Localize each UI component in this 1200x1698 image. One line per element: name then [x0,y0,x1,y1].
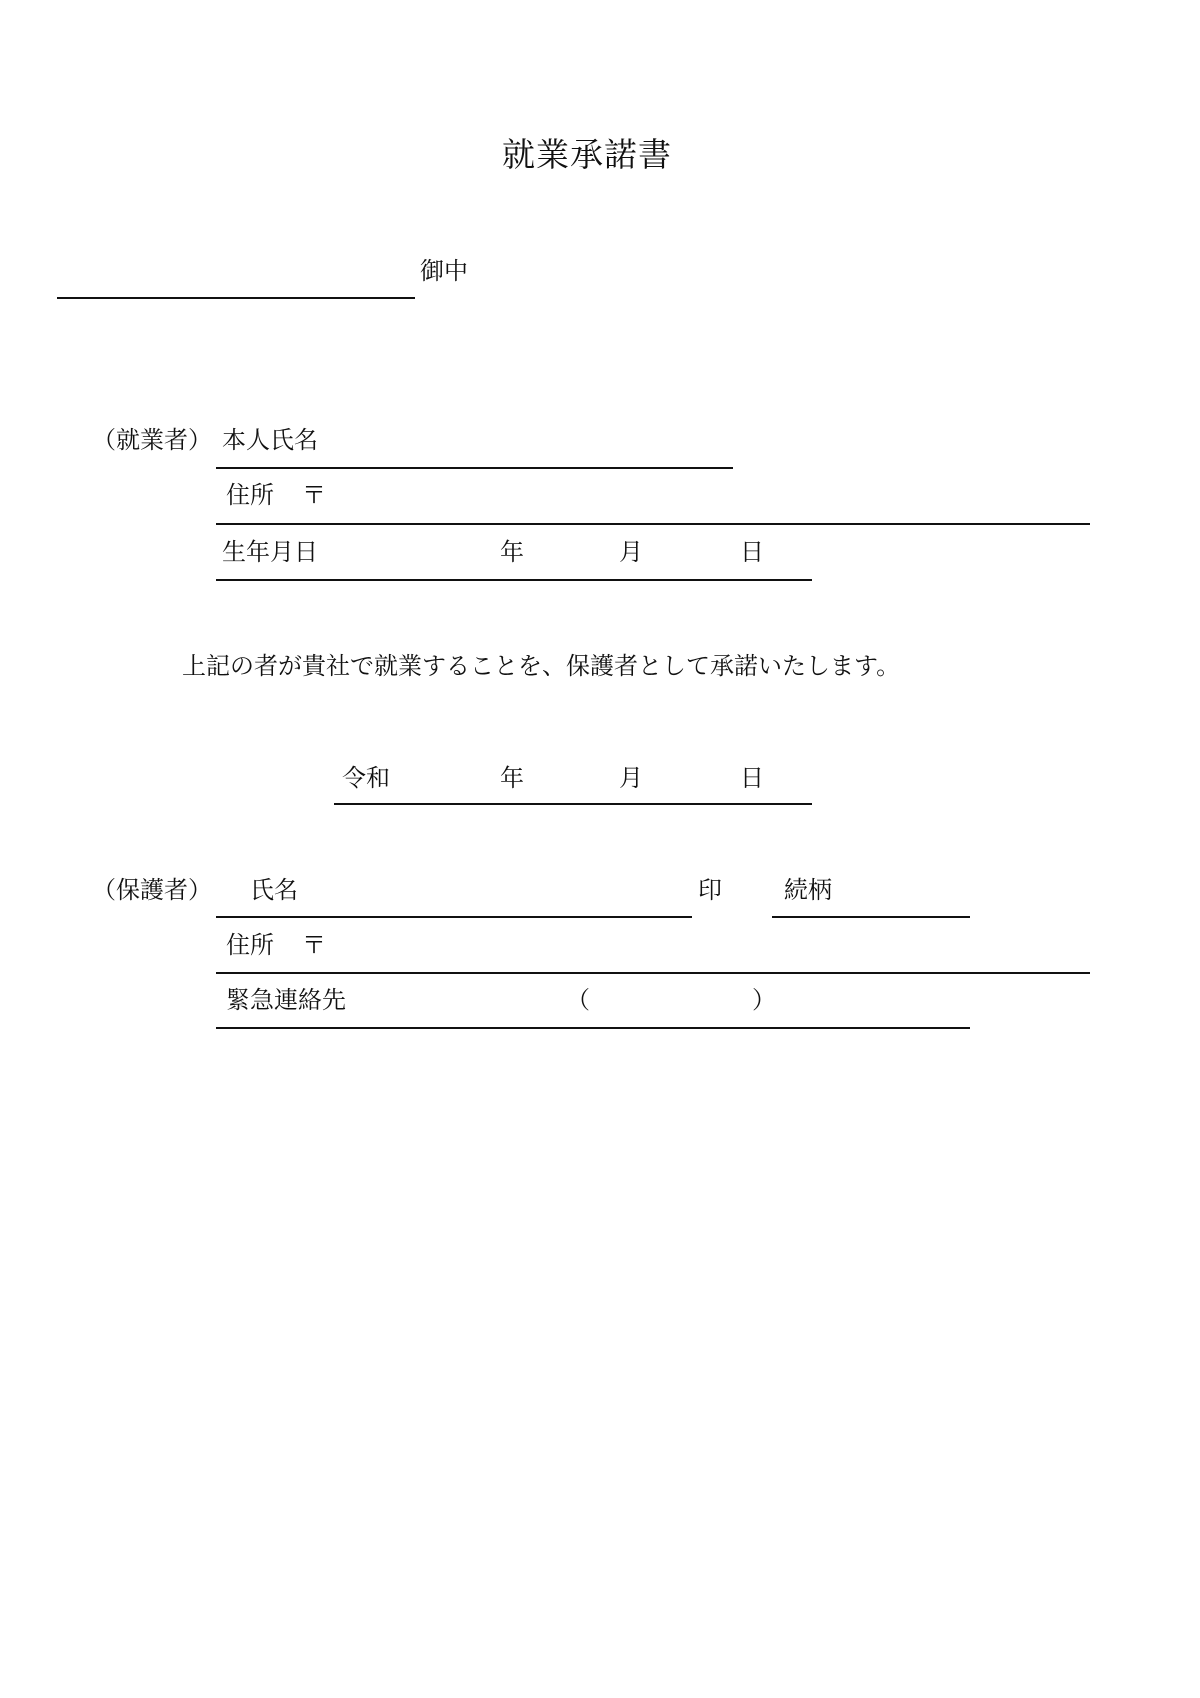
date-month-unit: 月 [619,764,643,792]
guardian-emergency-label: 緊急連絡先 [226,986,346,1014]
guardian-address-field[interactable] [216,972,1090,974]
worker-birth-year-unit: 年 [500,538,524,566]
worker-birth-month-unit: 月 [619,538,643,566]
worker-birthdate-label: 生年月日 [222,538,318,566]
document-title: 就業承諾書 [502,135,672,174]
guardian-heading: （保護者） [92,876,212,904]
date-field[interactable] [334,803,812,805]
guardian-postal-mark: 〒 [302,931,326,959]
guardian-relation-field[interactable] [772,916,970,918]
worker-birth-day-unit: 日 [740,538,764,566]
worker-name-field[interactable] [216,467,733,469]
guardian-name-field[interactable] [216,916,692,918]
date-era: 令和 [342,764,390,792]
date-day-unit: 日 [740,764,764,792]
consent-statement: 上記の者が貴社で就業することを、保護者として承諾いたします。 [182,652,901,680]
worker-name-label: 本人氏名 [222,426,318,454]
guardian-name-label: 氏名 [250,876,298,904]
worker-birthdate-field[interactable] [216,579,812,581]
worker-postal-mark: 〒 [302,481,326,509]
guardian-seal-label: 印 [698,876,722,904]
worker-address-label: 住所 [226,481,274,509]
guardian-emergency-paren-open: （ [566,986,590,1014]
worker-heading: （就業者） [92,426,212,454]
guardian-emergency-field[interactable] [216,1027,970,1029]
addressee-field[interactable] [57,297,415,299]
guardian-relation-label: 続柄 [784,876,832,904]
worker-address-field[interactable] [216,523,1090,525]
date-year-unit: 年 [500,764,524,792]
guardian-address-label: 住所 [226,931,274,959]
addressee-suffix: 御中 [420,257,468,285]
guardian-emergency-paren-close: ） [752,986,776,1014]
